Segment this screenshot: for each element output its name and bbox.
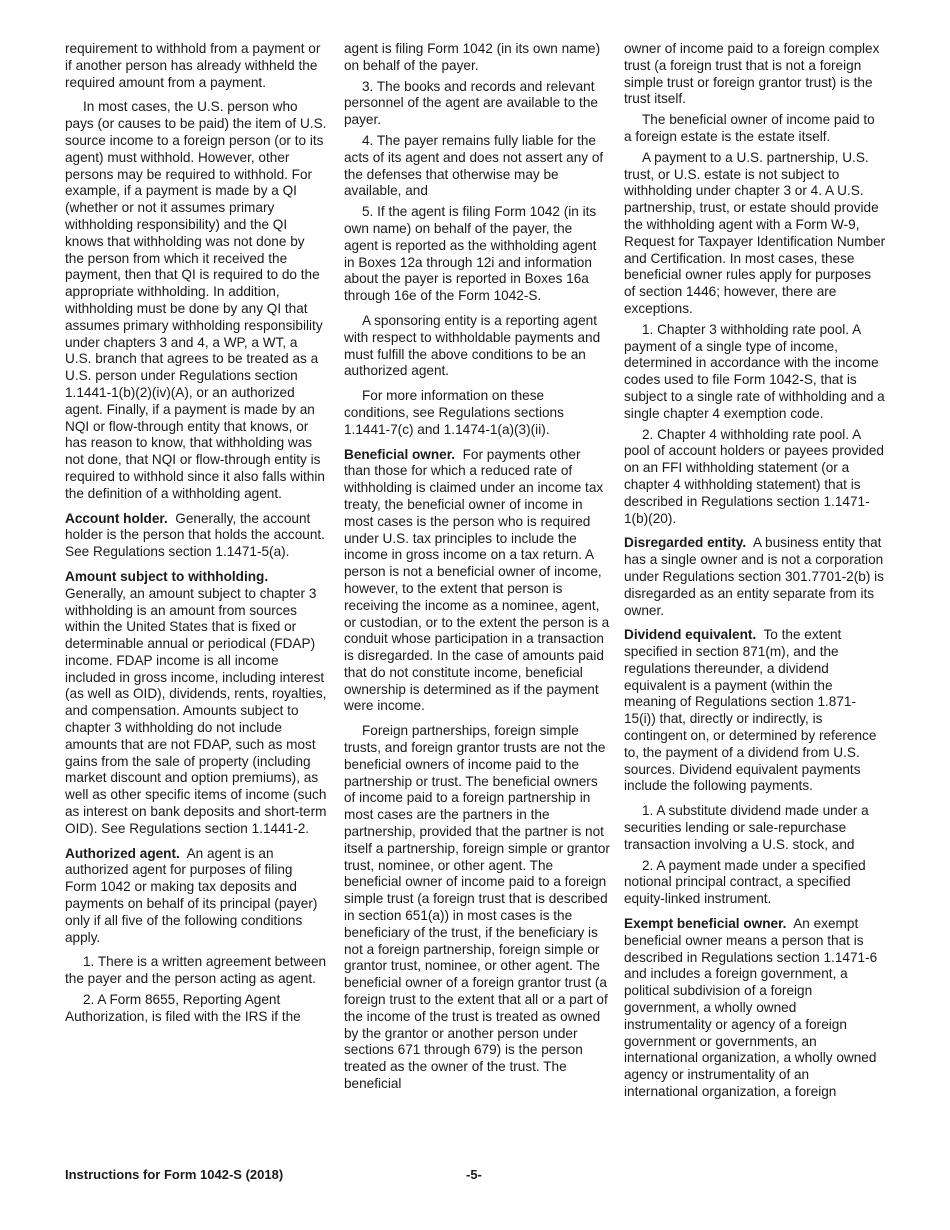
list-item: 3. The books and records and relevant personnel of the agent are available to the payer. [344,78,598,128]
section-heading: Account holder. [65,510,168,526]
dividend-equivalent-section [624,627,886,795]
section-text: A business entity that has a single owner and is not a corporation under Regulations section 301.7701-2(b) is disregarded as an entity separate from its owner. [624,535,884,618]
section-heading: Disregarded entity. [624,535,747,551]
account-holder-section [65,511,327,561]
section-text: An agent is an authorized agent for purposes of filing Form 1042 or making tax deposits and payments on behalf of its principal (payer) only if all five of the following conditions apply. [65,845,318,945]
paragraph: agent is filing Form 1042 (in its own name) on behalf of the payer. [344,41,601,73]
column-1 [65,41,327,1034]
list-item: 4. The payer remains fully liable for the acts of its agent and does not assert any of the defenses that otherwise may be available, and [344,132,604,199]
footer-title: Instructions for Form 1042-S (2018) [65,1167,284,1182]
column-3 [624,41,886,1109]
beneficial-owner-section [344,447,610,716]
list-item: 2. A payment made under a specified notional principal contract, a specified equity-linked instrument. [624,857,866,907]
paragraph: For more information on these conditions, see Regulations sections 1.1441-7(c) and 1.1474-1(a)(3)(ii). [344,388,564,437]
paragraph: In most cases, the U.S. person who pays (or causes to be paid) the item of U.S. source income to a foreign person (or to its agent) must withhold. However, other persons may be required to withhold. For example, if a payment is made by a QI (whether or not it assumes primary withholding responsibility) and the QI knows that withholding was not done by the person from which it received the payment, then that QI is required to do the appropriate withholding. In addition, withholding must be done by any QI that assumes primary withholding responsibility under chapters 3 and 4, a WP, a WT, a U.S. branch that agrees to be treated as a U.S. person under Regulations section 1.1441-1(b)(2)(iv)(A), or an authorized agent. Finally, if a payment is made by an NQI or flow-through entity that knows, or has reason to know, that withholding was not done, that NQI or flow-through entity is required to withhold since it also falls within the definition of a withholding agent. [65,99,327,501]
page-number: -5- [466,1167,482,1182]
list-item: 2. Chapter 4 withholding rate pool. A pool of account holders or payees provided on an FFI withholding statement (or a chapter 4 withholding statement) that is described in Regulations section 1.1471-1(b)(20). [624,426,884,526]
section-heading: Exempt beneficial owner. [624,916,787,932]
paragraph: Foreign partnerships, foreign simple trusts, and foreign grantor trusts are not the beneficial owners of income paid to the partnership or trust. The beneficial owners of income paid to a foreign partnership in most cases are the partners in the partnership, provided that the partner is not itself a partnership, foreign simple or grantor trust, nominee, or other agent. The beneficial owner of income paid to a foreign simple trust (a foreign trust that is described in section 651(a)) in most cases is the beneficiary of the trust, if the beneficiary is not a foreign partnership, foreign simple or grantor trust, nominee, or other agent. The beneficial owner of a foreign grantor trust (a foreign trust to the extent that all or a part of the income of the trust is treated as owned by the grantor or another person under sections 671 through 679) is the person treated as the owner of the trust. The beneficial [344,723,610,1092]
list-item: 1. Chapter 3 withholding rate pool. A payment of a single type of income, determined in accordance with the income codes used to file Form 1042-S, that is subject to a single rate of withholding and a single chapter 4 exemption code. [624,321,885,421]
list-item: 5. If the agent is filing Form 1042 (in its own name) on behalf of the payer, the agent is reported as the withholding agent in Boxes 12a through 12i and information about the payer is reported in Boxes 16a through 16e of the Form 1042-S. [344,204,597,304]
authorized-agent-section [65,846,327,947]
paragraph: requirement to withhold from a payment or if another person has already withheld the required amount from a payment. [65,41,321,90]
section-text: Generally, an amount subject to chapter 3 withholding is an amount from sources within the United States that is fixed or determinable annual or periodical (FDAP) income. FDAP income is all income included in gross income, including interest (as well as OID), dividends, rents, royalties, and compensation. Amounts subject to chapter 3 withholding do not include amounts that are not FDAP, such as most gains from the sale of property (including market discount and option premiums), as well as other specific items of income (such as interest on bank deposits and short-term OID). See Regulations section 1.1441-2. [65,585,327,836]
list-item: 1. There is a written agreement between the payer and the person acting as agent. [65,954,327,987]
section-heading: Dividend equivalent. [624,627,757,643]
section-heading: Amount subject to withholding. [65,568,269,584]
list-item: 2. A Form 8655, Reporting Agent Authorization, is filed with the IRS if the [65,992,301,1024]
section-text: An exempt beneficial owner means a person that is described in Regulations section 1.1471-6 and includes a foreign government, a political subdivision of a foreign government, a wholly owned instrumentality or agency of a foreign government or governments, an international organization, a wholly owned agency or instrumentality of an international organization, a foreign [624,916,878,1100]
section-heading: Authorized agent. [65,845,180,861]
section-heading: Beneficial owner. [344,446,456,462]
section-text: To the extent specified in section 871(m), and the regulations thereunder, a dividend equivalent is a payment (within the meaning of Regulations section 1.871-15(i)) that, directly or indirectly, is contingent on, or determined by reference to, the payment of a dividend from U.S. sources. Dividend equivalent payments include the following payments. [624,627,877,794]
section-text: Generally, the account holder is the person that holds the account. See Regulations section 1.1471-5(a). [65,510,325,560]
paragraph: The beneficial owner of income paid to a foreign estate is the estate itself. [624,112,875,144]
paragraph: A sponsoring entity is a reporting agent with respect to withholdable payments and must fulfill the above conditions to be an authorized agent. [344,312,601,379]
list-item: 1. A substitute dividend made under a securities lending or sale-repurchase transaction involving a U.S. stock, and [624,803,869,852]
disregarded-entity-section [624,535,886,619]
column-2 [344,41,610,1101]
paragraph: A payment to a U.S. partnership, U.S. trust, or U.S. estate is not subject to withholding under chapter 3 or 4. A U.S. partnership, trust, or estate should provide the withholding agent with a Form W-9, Request for Taxpayer Identification Number and Certification. In most cases, these beneficial owner rules apply for purposes of section 1446; however, there are exceptions. [624,149,886,316]
section-text: For payments other than those for which a reduced rate of withholding is claimed under an income tax treaty, the beneficial owner of income in most cases is the person who is required under U.S. tax principles to include the income in gross income on a tax return. A person is not a beneficial owner of income, however, to the extent that person is receiving the income as a nominee, agent, or custodian, or to the extent the person is a conduit whose participation in a transaction is disregarded. In the case of amounts paid that do not constitute income, beneficial ownership is determined as if the payment were income. [344,446,610,714]
paragraph: owner of income paid to a foreign complex trust (a foreign trust that is not a foreign simple trust or foreign grantor trust) is the trust itself. [624,41,880,107]
amount-subject-section [65,569,327,838]
exempt-beneficial-owner-section [624,916,886,1101]
